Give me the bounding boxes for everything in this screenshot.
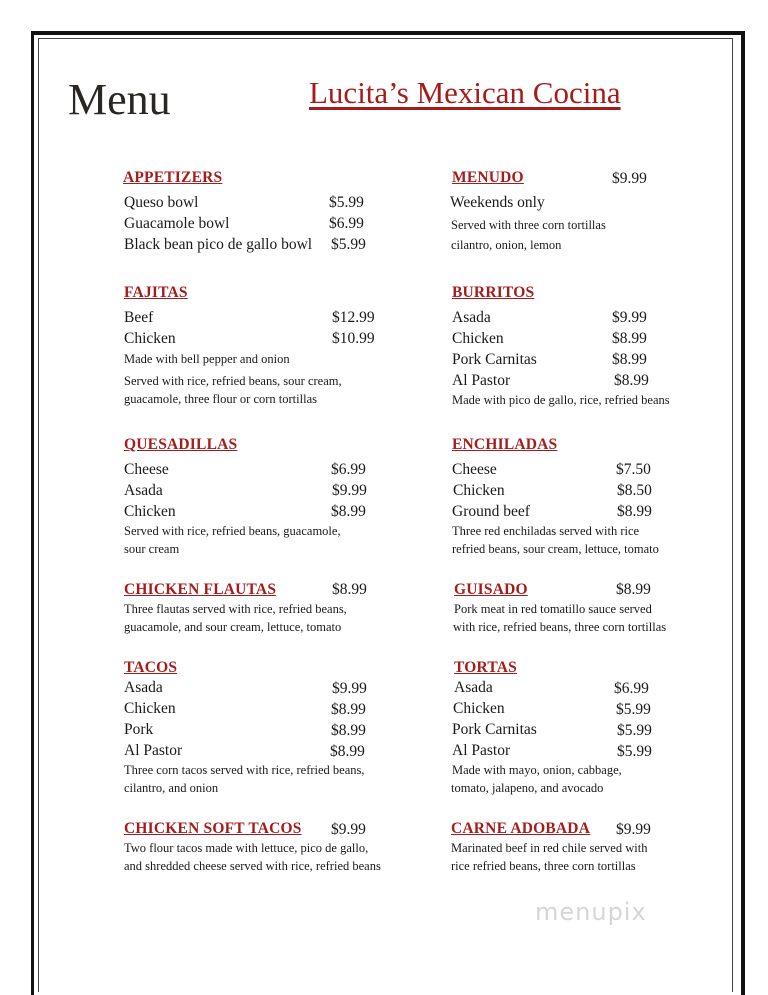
item-price: $8.50: [617, 482, 652, 499]
item-name: Black bean pico de gallo bowl: [124, 236, 313, 253]
item-price: $5.99: [616, 701, 651, 718]
item-price: $9.99: [332, 680, 367, 697]
item-price: $8.99: [617, 503, 652, 520]
section-note: Three corn tacos served with rice, refried beans,: [124, 763, 365, 777]
item-name: Asada: [124, 482, 163, 499]
section-note: guacamole, and sour cream, lettuce, tomato: [124, 620, 342, 634]
section-note: tomato, jalapeno, and avocado: [451, 781, 604, 795]
section-note: Three red enchiladas served with rice: [452, 524, 640, 538]
item-price: $8.99: [331, 722, 366, 739]
section-note: Two flour tacos made with lettuce, pico de gallo,: [124, 841, 369, 855]
section-title: CARNE ADOBADA: [451, 820, 591, 837]
item-name: Chicken: [124, 330, 176, 347]
section-title: QUESADILLAS: [124, 436, 238, 453]
item-price: $9.99: [612, 170, 647, 187]
section-note: Made with bell pepper and onion: [124, 352, 290, 366]
item-name: Pork Carnitas: [452, 721, 537, 738]
item-price: $8.99: [612, 351, 647, 368]
section-title: TORTAS: [454, 659, 517, 676]
section-note: rice refried beans, three corn tortillas: [451, 859, 636, 873]
item-name: Chicken: [453, 700, 505, 717]
section-note: cilantro, and onion: [124, 781, 219, 795]
section-title: MENUDO: [452, 169, 524, 186]
section-title: TACOS: [124, 659, 178, 676]
restaurant-name: Lucita’s Mexican Cocina: [309, 75, 621, 110]
section-title: BURRITOS: [452, 284, 535, 301]
section-title: FAJITAS: [124, 284, 188, 301]
section-title: GUISADO: [454, 581, 528, 598]
item-price: $5.99: [617, 743, 652, 760]
section-note: Pork meat in red tomatillo sauce served: [454, 602, 652, 616]
item-name: Pork: [124, 721, 154, 738]
item-name: Asada: [454, 679, 493, 696]
section-title: CHICKEN SOFT TACOS: [124, 820, 302, 837]
item-name: Cheese: [124, 461, 169, 478]
item-price: $8.99: [331, 701, 366, 718]
item-name: Al Pastor: [452, 372, 511, 389]
item-price: $8.99: [331, 503, 366, 520]
menu-heading: Menu: [68, 75, 171, 124]
section-note: and shredded cheese served with rice, refried beans: [124, 859, 381, 873]
item-name: Chicken: [453, 482, 505, 499]
item-price: $8.99: [614, 372, 649, 389]
item-price: $8.99: [330, 743, 365, 760]
section-note: cilantro, onion, lemon: [451, 238, 562, 252]
item-name: Queso bowl: [124, 194, 199, 211]
section-subtitle: Weekends only: [450, 194, 545, 211]
section-note: Three flautas served with rice, refried beans,: [124, 602, 347, 616]
item-price: $9.99: [332, 482, 367, 499]
item-price: $8.99: [616, 581, 651, 598]
item-name: Al Pastor: [124, 742, 183, 759]
item-name: Chicken: [452, 330, 504, 347]
section-note: refried beans, sour cream, lettuce, tomato: [452, 542, 659, 556]
item-name: Asada: [452, 309, 491, 326]
item-price: $9.99: [616, 821, 651, 838]
item-price: $7.50: [616, 461, 651, 478]
section-note: sour cream: [124, 542, 180, 556]
item-price: $6.99: [614, 680, 649, 697]
item-price: $6.99: [331, 461, 366, 478]
section-note: Marinated beef in red chile served with: [451, 841, 648, 855]
section-note: guacamole, three flour or corn tortillas: [124, 392, 317, 406]
section-note: Served with three corn tortillas: [451, 218, 606, 232]
section-title: APPETIZERS: [123, 169, 223, 186]
item-name: Chicken: [124, 700, 176, 717]
section-note: Served with rice, refried beans, sour cream,: [124, 374, 342, 388]
section-note: Made with pico de gallo, rice, refried beans: [452, 393, 670, 407]
item-name: Chicken: [124, 503, 176, 520]
item-price: $9.99: [612, 309, 647, 326]
item-name: Asada: [124, 679, 163, 696]
section-note: with rice, refried beans, three corn tortillas: [453, 620, 667, 634]
item-price: $5.99: [617, 722, 652, 739]
item-name: Cheese: [452, 461, 497, 478]
section-note: Made with mayo, onion, cabbage,: [452, 763, 622, 777]
item-name: Pork Carnitas: [452, 351, 537, 368]
item-price: $8.99: [332, 581, 367, 598]
section-title: ENCHILADAS: [452, 436, 558, 453]
item-price: $5.99: [329, 194, 364, 211]
item-name: Guacamole bowl: [124, 215, 230, 232]
watermark: menupix: [535, 898, 647, 926]
item-price: $8.99: [612, 330, 647, 347]
item-price: $12.99: [332, 309, 375, 326]
item-price: $6.99: [329, 215, 364, 232]
item-price: $9.99: [331, 821, 366, 838]
item-price: $10.99: [332, 330, 375, 347]
section-title: CHICKEN FLAUTAS: [124, 581, 277, 598]
item-name: Al Pastor: [452, 742, 511, 759]
item-price: $5.99: [331, 236, 366, 253]
section-note: Served with rice, refried beans, guacamole,: [124, 524, 341, 538]
item-name: Beef: [124, 309, 154, 326]
item-name: Ground beef: [452, 503, 530, 520]
